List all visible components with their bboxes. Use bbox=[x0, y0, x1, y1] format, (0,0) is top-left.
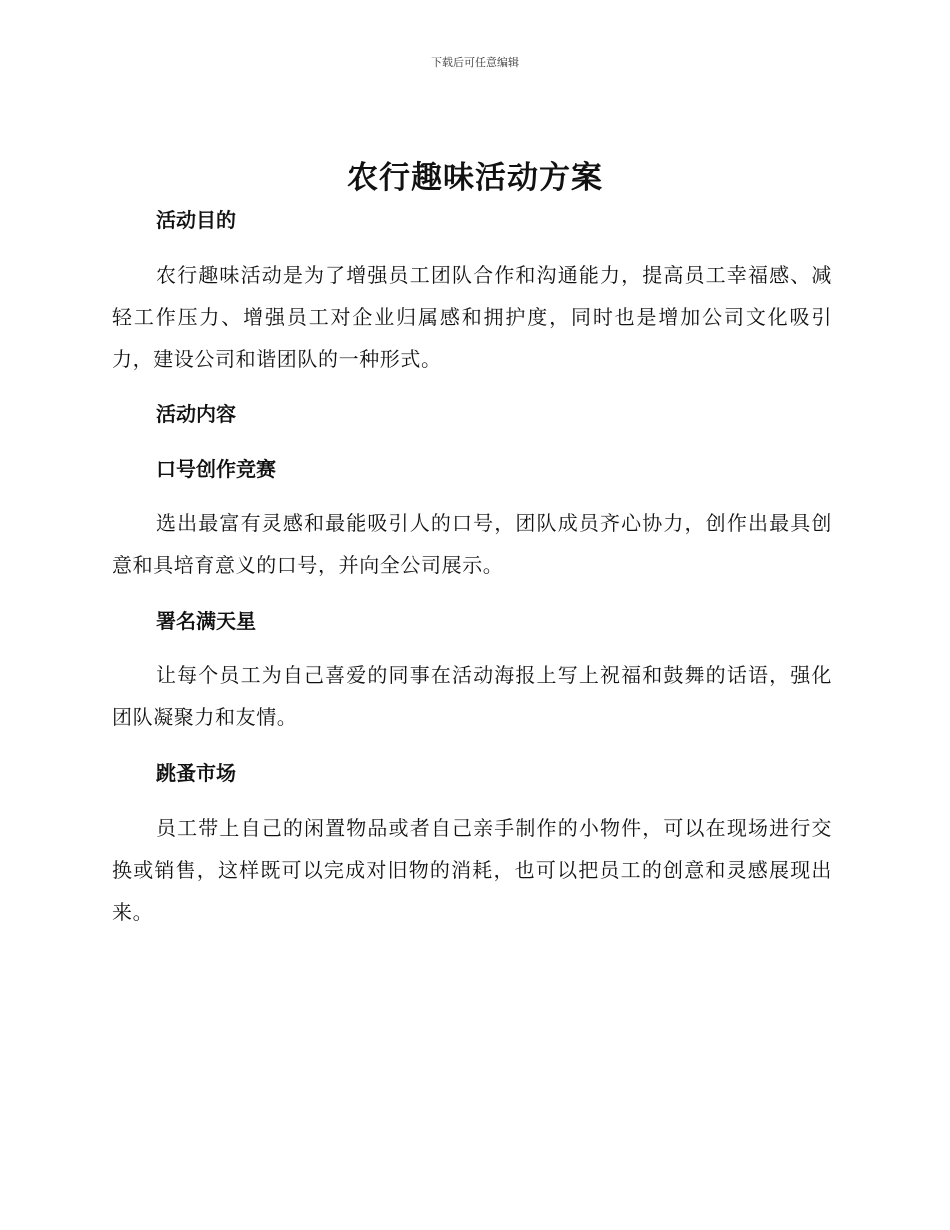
section-heading-signature-stars: 署名满天星 bbox=[156, 609, 256, 633]
section-body-slogan-contest: 选出最富有灵感和最能吸引人的口号，团队成员齐心协力，创作出最具创意和具培育意义的口号，并向全公司展示。 bbox=[112, 511, 832, 577]
section-body-flea-market: 员工带上自己的闲置物品或者自己亲手制作的小物件，可以在现场进行交换或销售，这样既可以完成对旧物的消耗，也可以把员工的创意和灵感展现出来。 bbox=[112, 816, 832, 924]
section-heading-content: 活动内容 bbox=[156, 402, 236, 426]
page-header-note: 下载后可任意编辑 bbox=[431, 56, 519, 69]
section-heading-slogan-contest: 口号创作竞赛 bbox=[156, 457, 276, 481]
section-body-signature-stars: 让每个员工为自己喜爱的同事在活动海报上写上祝福和鼓舞的话语，强化团队凝聚力和友情。 bbox=[112, 663, 832, 729]
section-body-purpose: 农行趣味活动是为了增强员工团队合作和沟通能力，提高员工幸福感、减轻工作压力、增强员工对企业归属感和拥护度，同时也是增加公司文化吸引力，建设公司和谐团队的一种形式。 bbox=[112, 263, 832, 371]
section-heading-flea-market: 跳蚤市场 bbox=[156, 761, 236, 785]
section-heading-purpose: 活动目的 bbox=[156, 208, 236, 232]
document-title: 农行趣味活动方案 bbox=[347, 160, 603, 196]
